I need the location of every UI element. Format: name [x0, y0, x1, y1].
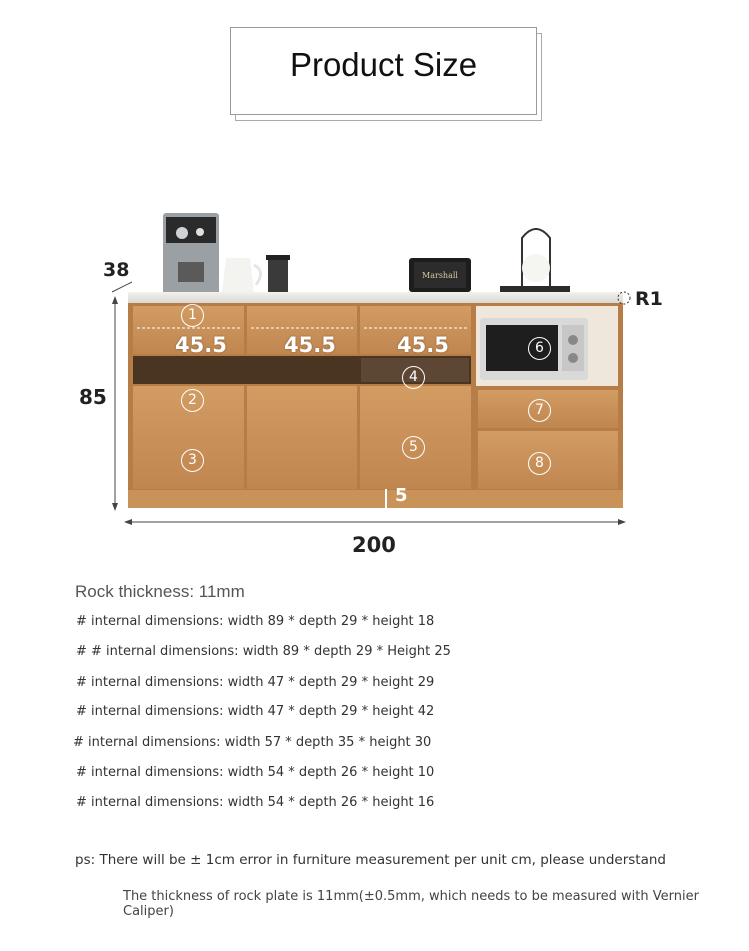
compartment-number-4: 4 — [402, 366, 425, 389]
compartment-number-5: 5 — [402, 436, 425, 459]
width-dimension: 200 — [352, 533, 396, 557]
compartment-number-3: 3 — [181, 449, 204, 472]
french-press — [266, 255, 290, 292]
spec-line-5: # internal dimensions: width 57 * depth 35 * height 30 — [73, 735, 432, 750]
compartment-width-3: 45.5 — [397, 333, 449, 357]
spec-line-2: # # internal dimensions: width 89 * depth 29 * Height 25 — [76, 644, 451, 659]
svg-text:Marshall: Marshall — [422, 271, 458, 280]
milk-jug — [222, 258, 261, 292]
stone-countertop — [128, 292, 623, 304]
speaker — [409, 258, 471, 292]
plate-thickness-note: The thickness of rock plate is 11mm(±0.5mm, which needs to be measured with Vernier Caliper) — [123, 889, 699, 919]
compartment-width-2: 45.5 — [284, 333, 336, 357]
depth-dimension: 38 — [103, 259, 130, 281]
base-dimension: 5 — [395, 485, 408, 506]
radius-dimension: R1 — [635, 288, 663, 310]
page-title: Product Size — [289, 46, 478, 83]
rock-thickness: Rock thickness: 11mm — [75, 582, 245, 601]
compartment-number-6: 6 — [528, 337, 551, 360]
espresso-machine — [163, 213, 219, 295]
spec-line-7: # internal dimensions: width 54 * depth 26 * height 16 — [76, 795, 435, 810]
measurement-disclaimer: ps: There will be ± 1cm error in furniture measurement per unit cm, please understand — [75, 852, 666, 868]
compartment-number-2: 2 — [181, 389, 204, 412]
spec-line-3: # internal dimensions: width 47 * depth 29 * height 29 — [76, 675, 435, 690]
compartment-number-8: 8 — [528, 452, 551, 475]
spec-line-4: # internal dimensions: width 47 * depth 29 * height 42 — [76, 704, 435, 719]
compartment-number-1: 1 — [181, 304, 204, 327]
spec-line-1: # internal dimensions: width 89 * depth 29 * height 18 — [76, 614, 435, 629]
height-dimension: 85 — [79, 385, 107, 409]
compartment-number-7: 7 — [528, 399, 551, 422]
compartment-width-1: 45.5 — [175, 333, 227, 357]
spec-line-6: # internal dimensions: width 54 * depth 26 * height 10 — [76, 765, 435, 780]
lamp — [500, 229, 570, 293]
